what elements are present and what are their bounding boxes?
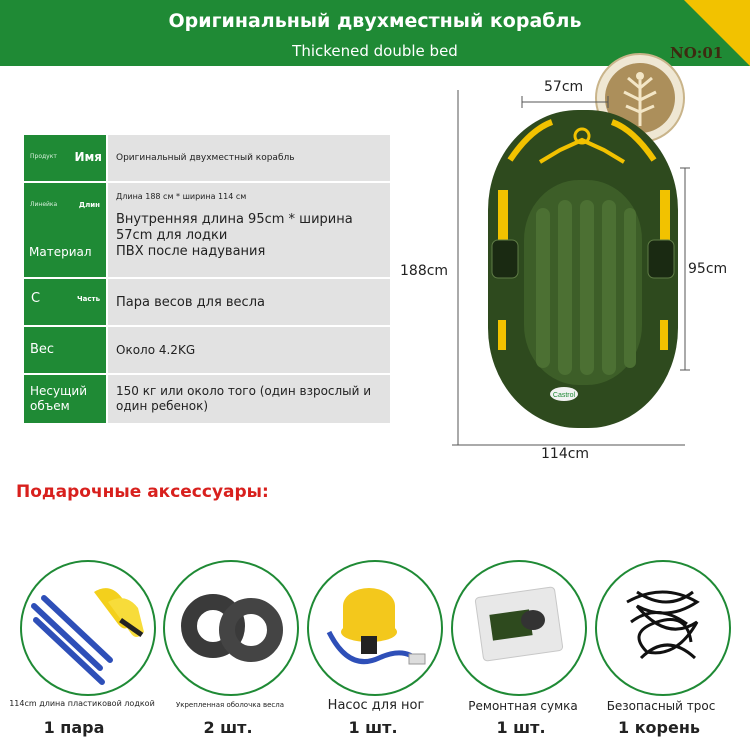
paddle-icon (22, 562, 154, 694)
accessory-qty: 1 пара (43, 718, 105, 737)
dim-width-top: 57cm (544, 79, 584, 95)
page-title: Оригинальный двухместный корабль (168, 10, 582, 32)
accessory-name: Насос для ног (327, 698, 425, 713)
accessories-title: Подарочные аксессуары: (16, 482, 269, 502)
spec-label: Несущий объем (30, 384, 88, 413)
dim-width-total: 114cm (541, 446, 590, 462)
boat-image (440, 90, 700, 450)
spec-row-part (24, 279, 390, 325)
spec-row-name: Продукт Имя Оригинальный двухместный корабль (24, 135, 390, 181)
accessory-name: Безопасный трос (606, 699, 716, 713)
oarlock-ring-icon (165, 562, 297, 694)
accessory-qty: 1 шт. (496, 718, 546, 737)
accessory-paddle (20, 560, 156, 696)
spec-value-material: ПВХ после надувания (116, 244, 266, 259)
spec-row-size: Линейка Длин Материал Длина 188 см * ширина 114 см Внутренняя длина 95cm * ширина 57cm для лодки ПВХ после надувания (24, 183, 390, 277)
spec-row-capacity (24, 375, 390, 423)
spec-value: Пара весов для весла (108, 279, 390, 325)
page-subtitle: Thickened double bed (292, 42, 458, 60)
accessory-repair-kit (451, 560, 587, 696)
spec-label-part: Часть (76, 295, 100, 303)
spec-label: Вес (30, 342, 55, 357)
spec-value: Внутренняя длина 95cm * ширина 57cm для лодки (116, 212, 353, 243)
accessory-qty: 1 корень (617, 718, 701, 737)
dim-length-total: 188cm (400, 263, 449, 279)
spec-label: Длин (78, 201, 100, 209)
spec-value: Около 4.2KG (108, 327, 390, 373)
accessory-qty: 2 шт. (203, 718, 253, 737)
spec-value: Оригинальный двухместный корабль (108, 135, 390, 181)
boat-logo: Castrol (552, 392, 576, 399)
foot-pump-icon (309, 562, 441, 694)
accessory-pump (307, 560, 443, 696)
accessory-qty: 1 шт. (348, 718, 398, 737)
spec-value: 150 кг или около того (один взрослый и один ребенок) (108, 375, 390, 423)
spec-value-small: Длина 188 см * ширина 114 см (116, 192, 247, 201)
spec-row-weight (24, 327, 390, 373)
repair-kit-icon (453, 562, 585, 694)
number-badge: NO:01 (670, 44, 724, 62)
accessory-rings (163, 560, 299, 696)
dim-length-inner: 95cm (688, 261, 728, 277)
spec-label-material: Материал (29, 245, 92, 259)
spec-label: С (31, 291, 41, 306)
accessory-rope (595, 560, 731, 696)
rope-icon (597, 562, 729, 694)
accessory-name: 114cm длина пластиковой лодкой (9, 699, 155, 708)
accessory-name: Ремонтная сумка (468, 699, 578, 713)
spec-label: Имя (74, 150, 102, 164)
accessory-name: Укрепленная оболочка весла (175, 701, 285, 709)
